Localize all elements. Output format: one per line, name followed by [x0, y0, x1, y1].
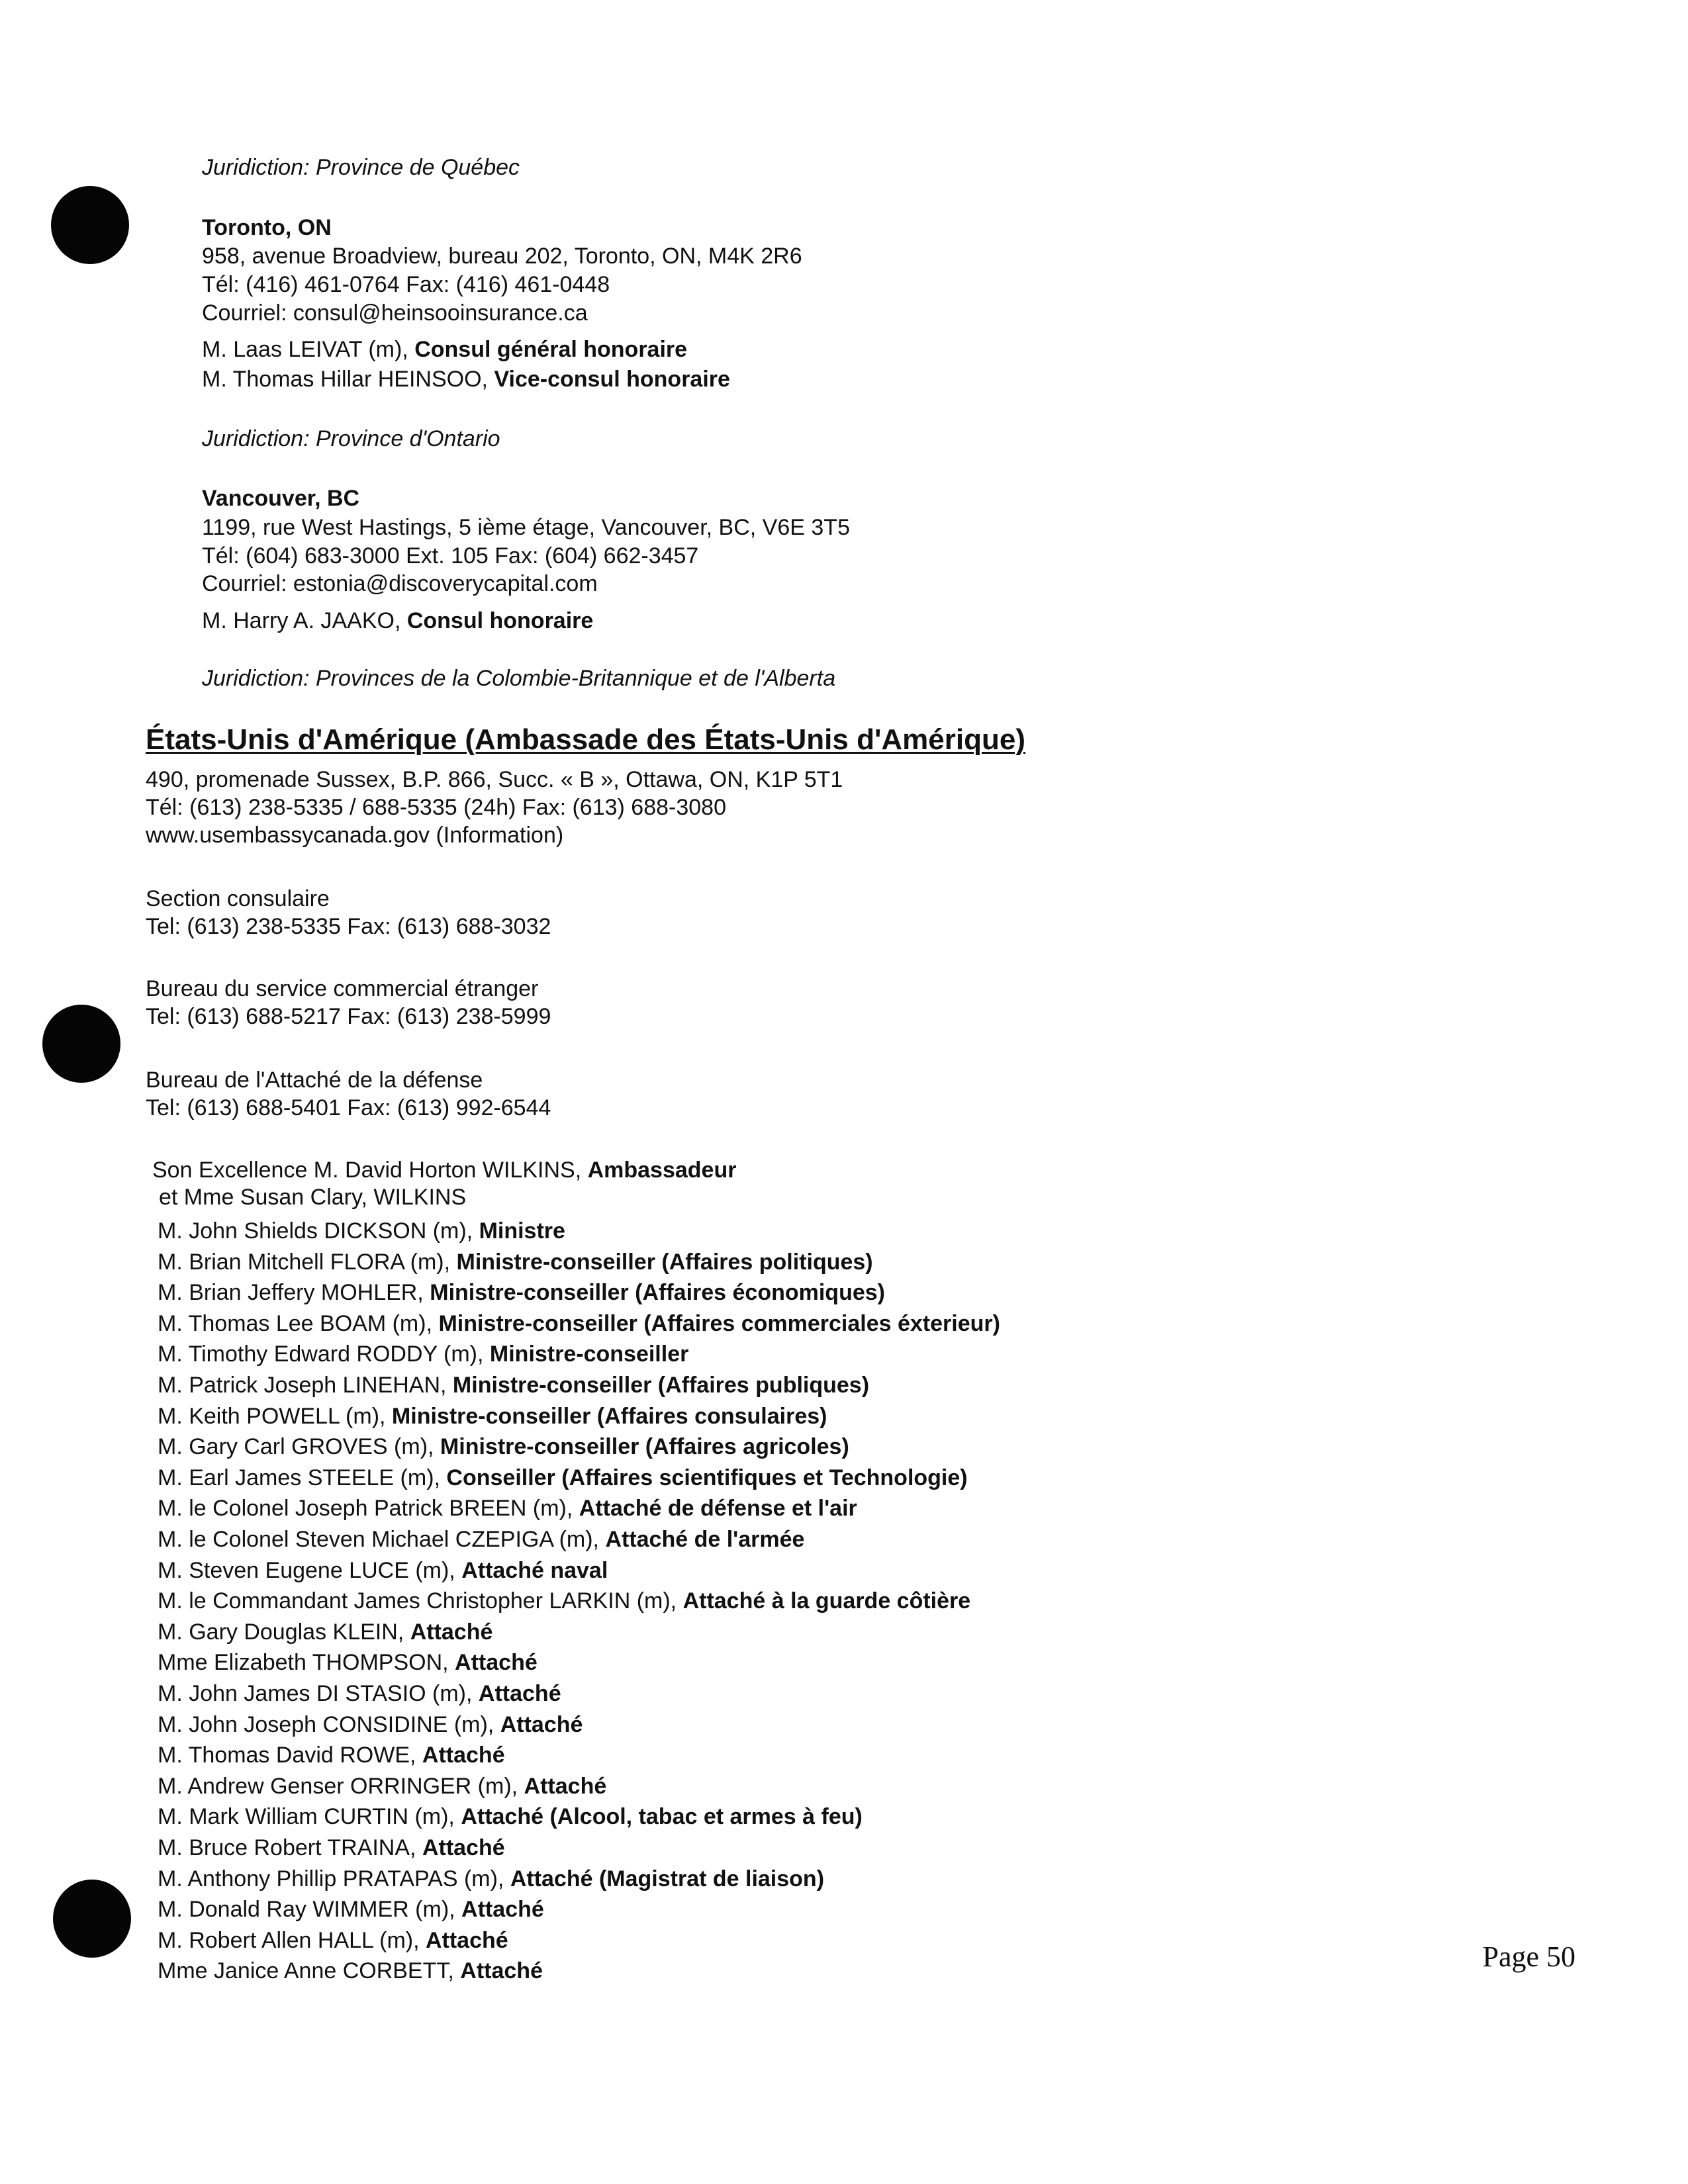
usa-phone: Tél: (613) 238-5335 / 688-5335 (24h) Fax: (613) 688-3080	[146, 795, 726, 820]
vancouver-city: Vancouver, BC	[202, 486, 360, 511]
staff-line	[158, 1711, 583, 1738]
staff-name: M. Thomas Hillar HEINSOO,	[202, 367, 494, 392]
toronto-city: Toronto, ON	[202, 215, 332, 240]
vancouver-staff-line	[202, 608, 593, 634]
staff-name: M. Donald Ray WIMMER (m),	[158, 1897, 462, 1922]
binder-hole	[51, 186, 129, 264]
staff-title: Attaché	[460, 1958, 543, 1983]
staff-name: M. Thomas David ROWE,	[158, 1743, 422, 1768]
staff-name: M. le Colonel Steven Michael CZEPIGA (m),	[158, 1527, 606, 1552]
staff-title: Vice-consul honoraire	[494, 367, 730, 392]
staff-line	[158, 1526, 804, 1553]
page-number: Page 50	[1482, 1940, 1575, 1973]
vancouver-phone: Tél: (604) 683-3000 Ext. 105 Fax: (604) 662-3457	[202, 543, 699, 569]
staff-name: M. le Commandant James Christopher LARKIN (m),	[158, 1588, 683, 1614]
staff-line	[158, 1619, 492, 1645]
vancouver-jurisdiction: Juridiction: Provinces de la Colombie-Britannique et de l'Alberta	[202, 666, 836, 691]
staff-title: Consul honoraire	[406, 608, 594, 633]
staff-name: Son Excellence M. David Horton WILKINS,	[152, 1158, 588, 1183]
staff-name: M. Thomas Lee BOAM (m),	[158, 1311, 439, 1336]
staff-name: M. Patrick Joseph LINEHAN,	[158, 1373, 453, 1398]
staff-title: Attaché	[461, 1897, 544, 1922]
staff-line	[158, 1649, 538, 1676]
staff-title: Attaché	[500, 1712, 583, 1737]
staff-line	[158, 1403, 827, 1430]
staff-name: M. John James DI STASIO (m),	[158, 1681, 479, 1706]
usa-address: 490, promenade Sussex, B.P. 866, Succ. « B », Ottawa, ON, K1P 5T1	[146, 767, 843, 792]
staff-title: Ministre-conseiller (Affaires publiques)	[452, 1373, 870, 1398]
staff-title: Attaché	[425, 1928, 508, 1953]
staff-name: M. Laas LEIVAT (m),	[202, 337, 415, 362]
staff-name: M. Anthony Phillip PRATAPAS (m),	[158, 1866, 510, 1891]
staff-name: Mme Elizabeth THOMPSON,	[158, 1650, 455, 1675]
staff-line	[158, 1433, 849, 1460]
section-name: Section consulaire	[146, 886, 330, 911]
staff-line	[158, 1742, 505, 1768]
staff-title: Attaché à la guarde côtière	[682, 1588, 971, 1614]
staff-line	[158, 1927, 508, 1954]
staff-name: M. Bruce Robert TRAINA,	[158, 1835, 422, 1860]
staff-title: Attaché	[422, 1835, 505, 1860]
staff-name: Mme Janice Anne CORBETT,	[158, 1958, 461, 1983]
ambassador-line	[152, 1157, 736, 1183]
staff-title: Attaché	[455, 1650, 538, 1675]
toronto-email: Courriel: consul@heinsooinsurance.ca	[202, 300, 588, 326]
staff-title: Attaché	[478, 1681, 561, 1706]
staff-line	[158, 1896, 544, 1923]
section-phone: Tel: (613) 688-5217 Fax: (613) 238-5999	[146, 1004, 551, 1029]
staff-title: Consul général honoraire	[414, 337, 688, 362]
staff-line	[158, 1958, 543, 1984]
usa-web: www.usembassycanada.gov (Information)	[146, 823, 564, 848]
staff-line	[158, 1588, 970, 1614]
staff-name: M. Gary Carl GROVES (m),	[158, 1434, 440, 1459]
staff-name: M. Keith POWELL (m),	[158, 1404, 392, 1429]
staff-name: M. Brian Jeffery MOHLER,	[158, 1280, 430, 1305]
usa-heading: États-Unis d'Amérique (Ambassade des États-Unis d'Amérique)	[146, 723, 1026, 756]
staff-title: Attaché de défense et l'air	[579, 1496, 857, 1521]
staff-line	[158, 1341, 688, 1367]
staff-line	[158, 1372, 869, 1398]
staff-name: M. Timothy Edward RODDY (m),	[158, 1342, 490, 1367]
staff-line	[158, 1218, 565, 1244]
staff-title: Ministre-conseiller	[489, 1342, 689, 1367]
toronto-jurisdiction: Juridiction: Province d'Ontario	[202, 426, 500, 451]
staff-line	[158, 1866, 824, 1892]
staff-line	[158, 1249, 873, 1275]
staff-line	[158, 1773, 606, 1799]
toronto-staff-line	[202, 336, 687, 363]
staff-title: Attaché (Alcool, tabac et armes à feu)	[461, 1804, 863, 1829]
binder-hole	[53, 1880, 131, 1958]
staff-title: Attaché de l'armée	[605, 1527, 805, 1552]
binder-hole	[42, 1005, 120, 1083]
staff-title: Ministre-conseiller (Affaires agricoles)	[440, 1434, 849, 1459]
staff-line	[158, 1310, 1000, 1337]
section-phone: Tel: (613) 688-5401 Fax: (613) 992-6544	[146, 1095, 551, 1120]
staff-name: M. Robert Allen HALL (m),	[158, 1928, 426, 1953]
staff-title: Attaché naval	[461, 1558, 608, 1583]
staff-name: M. John Shields DICKSON (m),	[158, 1218, 479, 1244]
section-phone: Tel: (613) 238-5335 Fax: (613) 688-3032	[146, 914, 551, 939]
section-name: Bureau du service commercial étranger	[146, 976, 539, 1001]
vancouver-address: 1199, rue West Hastings, 5 ième étage, Vancouver, BC, V6E 3T5	[202, 515, 850, 540]
staff-line	[158, 1557, 608, 1584]
ambassador-spouse: et Mme Susan Clary, WILKINS	[159, 1185, 467, 1210]
quebec-jurisdiction: Juridiction: Province de Québec	[202, 155, 520, 180]
toronto-phone: Tél: (416) 461-0764 Fax: (416) 461-0448	[202, 272, 610, 297]
toronto-address: 958, avenue Broadview, bureau 202, Toronto, ON, M4K 2R6	[202, 244, 802, 269]
staff-name: M. Earl James STEELE (m),	[158, 1465, 447, 1490]
staff-name: M. John Joseph CONSIDINE (m),	[158, 1712, 500, 1737]
staff-name: M. Gary Douglas KLEIN,	[158, 1619, 410, 1645]
staff-name: M. Andrew Genser ORRINGER (m),	[158, 1774, 524, 1799]
staff-title: Ministre-conseiller (Affaires commerciales éxterieur)	[438, 1311, 1000, 1336]
staff-title: Conseiller (Affaires scientifiques et Technologie)	[446, 1465, 968, 1490]
staff-title: Attaché (Magistrat de liaison)	[510, 1866, 825, 1891]
staff-title: Ministre-conseiller (Affaires consulaires)	[391, 1404, 827, 1429]
staff-title: Ministre	[479, 1218, 565, 1244]
staff-title: Attaché	[410, 1619, 493, 1645]
staff-line	[158, 1835, 505, 1861]
staff-line	[158, 1465, 968, 1491]
staff-name: M. Mark William CURTIN (m),	[158, 1804, 461, 1829]
staff-line	[158, 1803, 863, 1830]
staff-title: Ministre-conseiller (Affaires économiques)	[430, 1280, 885, 1305]
toronto-staff-line	[202, 366, 730, 392]
staff-name: M. Brian Mitchell FLORA (m),	[158, 1250, 457, 1275]
staff-title: Ministre-conseiller (Affaires politiques)	[456, 1250, 873, 1275]
vancouver-email: Courriel: estonia@discoverycapital.com	[202, 571, 598, 596]
staff-name: M. Harry A. JAAKO,	[202, 608, 407, 633]
staff-line	[158, 1279, 885, 1306]
section-name: Bureau de l'Attaché de la défense	[146, 1068, 483, 1093]
staff-line	[158, 1680, 561, 1707]
staff-title: Attaché	[524, 1774, 607, 1799]
staff-name: M. Steven Eugene LUCE (m),	[158, 1558, 462, 1583]
staff-title: Attaché	[422, 1743, 505, 1768]
staff-name: M. le Colonel Joseph Patrick BREEN (m),	[158, 1496, 579, 1521]
staff-line	[158, 1495, 857, 1522]
staff-title: Ambassadeur	[587, 1158, 737, 1183]
